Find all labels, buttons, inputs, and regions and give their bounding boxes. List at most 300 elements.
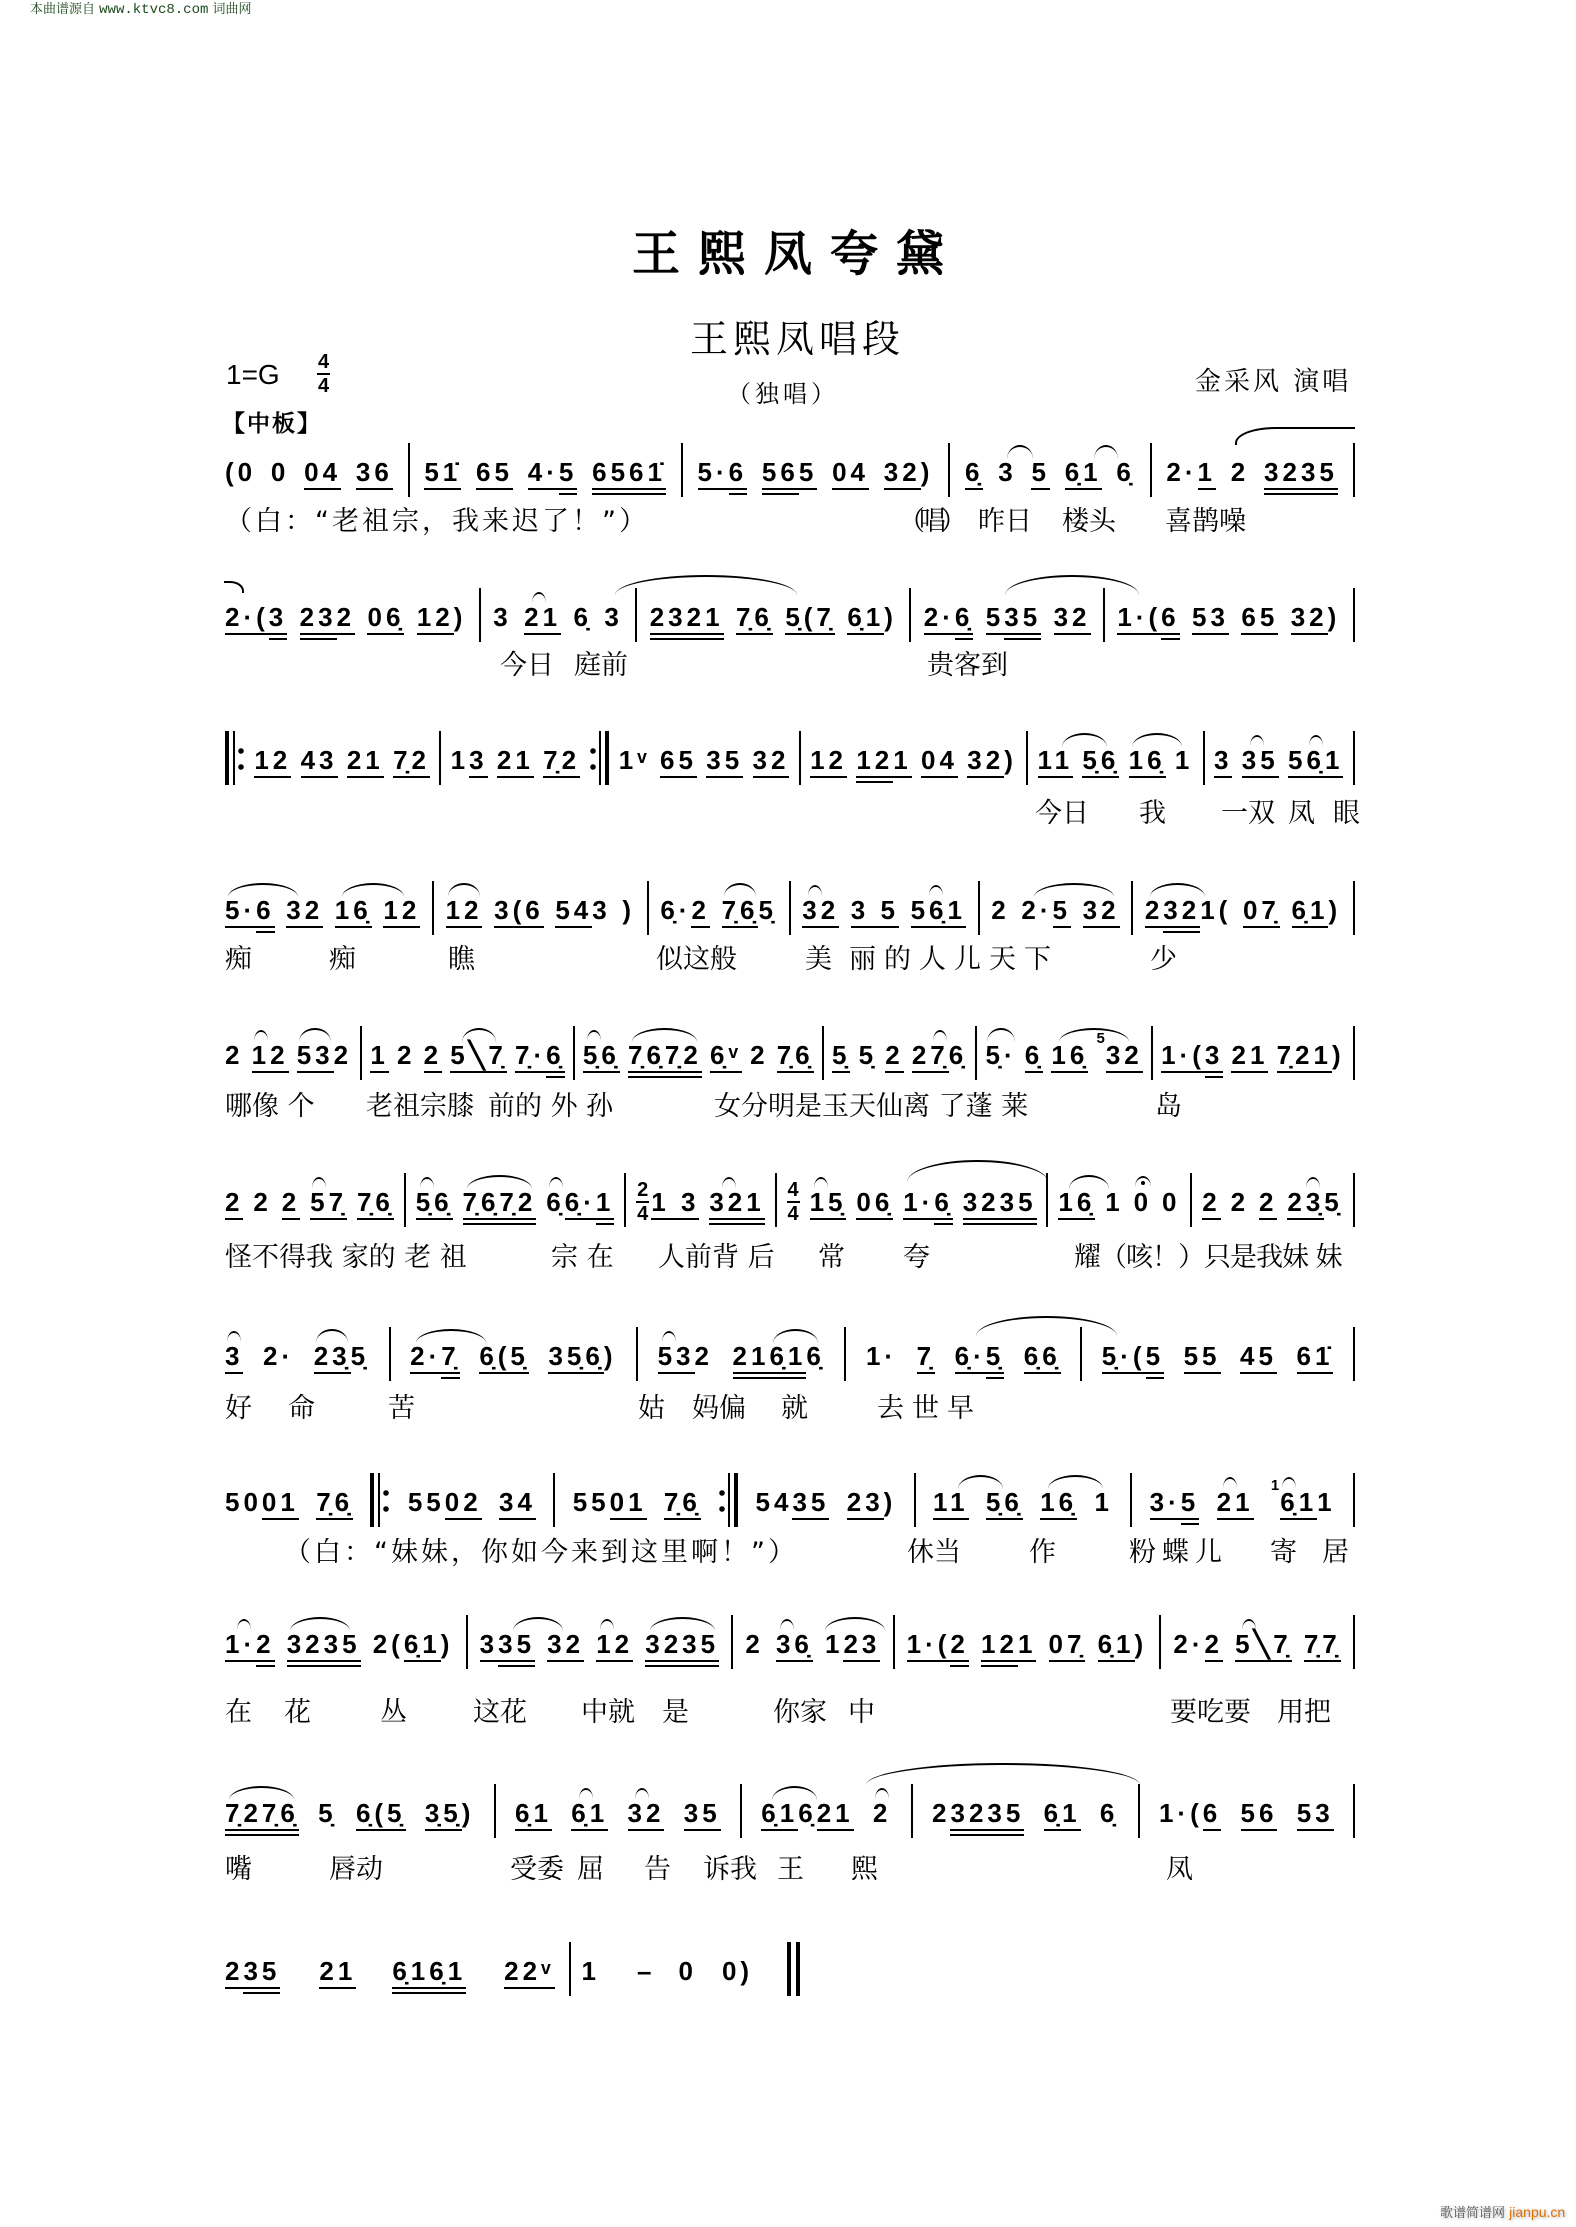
note: 1·(	[1117, 601, 1161, 641]
note: 5·	[225, 894, 256, 934]
note: 36̣	[776, 1628, 813, 1668]
barline	[1353, 588, 1355, 642]
note: 6	[729, 456, 747, 496]
note: 04	[304, 456, 341, 496]
note: 1	[450, 745, 470, 775]
note: 02	[445, 1486, 482, 1526]
note: 1	[1317, 1487, 1336, 1517]
note: 6̣	[546, 1186, 564, 1226]
score-row	[225, 744, 1355, 784]
note: 53	[1297, 1797, 1334, 1837]
note: 6̣(5̣	[356, 1797, 406, 1837]
note: 2	[750, 1040, 769, 1070]
note: 43	[301, 744, 338, 784]
note: 12	[417, 601, 454, 641]
note: )	[1134, 1629, 1148, 1659]
barline	[681, 443, 683, 497]
barline	[408, 443, 410, 497]
barline	[553, 1473, 555, 1527]
lyric: 花	[284, 1697, 311, 1728]
performer-role: 演唱	[1293, 367, 1352, 397]
lyric: 就	[781, 1393, 808, 1424]
barline	[914, 1473, 916, 1527]
slur	[1005, 575, 1139, 595]
barline	[911, 1784, 913, 1838]
note: 2	[1145, 894, 1163, 934]
note: 2	[253, 1187, 272, 1217]
note: 21	[1217, 1486, 1254, 1526]
note: 45	[1240, 1340, 1277, 1380]
note: 5	[799, 456, 817, 496]
note: 53	[297, 1039, 334, 1079]
note: 1	[581, 1956, 601, 1986]
repeat-start-barline	[370, 1473, 390, 1527]
note: 6̣	[546, 1039, 564, 1079]
note: 35	[706, 744, 743, 784]
score-row	[225, 601, 1355, 641]
note: 56̣1	[911, 894, 966, 934]
note: 5╲7̣	[450, 1039, 507, 1079]
time-signature-change	[636, 1180, 649, 1224]
note: 1·(	[907, 1628, 951, 1668]
barline	[404, 1173, 406, 1227]
note: 5̣·	[986, 1039, 1017, 1079]
note: 65	[476, 456, 513, 496]
lyric: 好	[225, 1393, 252, 1424]
note: 2	[885, 1039, 903, 1079]
tempo-marking: 【中板】	[222, 411, 322, 437]
lyric: 诉我	[703, 1854, 757, 1885]
lyric: 今日	[500, 650, 554, 681]
note: )	[1331, 1040, 1345, 1070]
note: 55	[407, 1487, 445, 1517]
note: (0	[225, 457, 257, 487]
note: 0)	[721, 1956, 754, 1986]
site-url: jianpu.cn	[1509, 2204, 1566, 2220]
barline	[1026, 731, 1028, 785]
note: 1	[1018, 1628, 1036, 1668]
note: 65	[660, 744, 697, 784]
spoken-line: （白：“妹妹，你如今来到这里啊！”）	[284, 1537, 798, 1568]
lyric: 贵客到	[927, 650, 1008, 681]
note: 32	[1106, 1039, 1143, 1079]
barline	[439, 731, 441, 785]
note: 3	[998, 456, 1016, 496]
note: 7̣6̣	[357, 1186, 394, 1226]
note: 2(	[372, 1629, 404, 1659]
note: 5̣	[986, 1340, 1004, 1380]
note: 32	[1083, 894, 1120, 934]
barline	[731, 1615, 733, 1669]
barline	[1353, 1026, 1355, 1080]
lyric: 痴	[225, 944, 252, 975]
note: 32	[547, 1628, 584, 1668]
note: 6̣1	[847, 601, 884, 641]
note: 23	[843, 1628, 880, 1668]
note: 3 5	[851, 894, 899, 934]
note: 6̣1	[1098, 1628, 1135, 1668]
note: 5̣	[758, 895, 777, 925]
score-row	[225, 1030, 1355, 1079]
note: 16̣	[1040, 1486, 1077, 1526]
note: 2	[225, 1186, 243, 1226]
lyric: 嘴	[225, 1854, 252, 1885]
lyric: 要吃要	[1170, 1697, 1251, 1728]
note: 35	[684, 1797, 721, 1837]
barline	[1353, 1473, 1355, 1527]
note: 21	[1231, 1039, 1268, 1079]
note: 35	[498, 1628, 535, 1668]
lyric: 楼头	[1062, 506, 1116, 537]
note: 5╲7̣	[1235, 1628, 1292, 1668]
note: 2	[1230, 1187, 1250, 1217]
barline	[1159, 1615, 1161, 1669]
barline	[569, 1942, 571, 1996]
lyric: 去世早	[877, 1393, 982, 1424]
note: 3235	[950, 1797, 1024, 1837]
time-signature-bottom: 4	[787, 1203, 799, 1225]
watermark-suffix: 词曲网	[212, 2, 252, 17]
note: 7̣7̣	[1304, 1628, 1341, 1668]
note: 2·(	[225, 601, 269, 641]
time-signature-top: 2	[637, 1179, 649, 1201]
note: 54	[555, 894, 592, 934]
note: 6̣	[1025, 1039, 1043, 1079]
note: 1·	[903, 1186, 934, 1226]
note: 1	[1105, 1187, 1124, 1217]
note: 7̣2	[543, 744, 580, 784]
note: 3	[469, 744, 487, 784]
barline	[822, 1026, 824, 1080]
note: 2·	[1173, 1629, 1205, 1659]
note: 6̣1	[515, 1797, 552, 1837]
slur	[907, 1160, 1048, 1182]
lyric: 这花	[473, 1697, 527, 1728]
note: 32	[1163, 894, 1200, 934]
barline	[635, 588, 637, 642]
note: 6̣1	[1292, 894, 1329, 934]
note: 5̣6̣	[986, 1486, 1023, 1526]
lyric: 在	[225, 1697, 252, 1728]
note: 2	[282, 1186, 300, 1226]
note: 16̣	[1051, 1039, 1088, 1079]
watermark-label: 本曲谱源自	[30, 2, 96, 17]
note: 6̣·	[565, 1186, 596, 1226]
lyric: 丛	[380, 1697, 407, 1728]
lyric: 你家	[773, 1697, 827, 1728]
note: 7̣6̣	[664, 1486, 701, 1526]
lyric: 喜鹊噪	[1165, 506, 1246, 537]
slur	[224, 581, 244, 593]
lyric: 王	[777, 1854, 804, 1885]
note: 2	[1202, 1186, 1220, 1226]
note: 5̣	[350, 1341, 370, 1371]
note: 32	[286, 894, 323, 934]
note: 1	[1198, 456, 1216, 496]
note: 35̣6̣	[548, 1340, 603, 1380]
note: 6̣1	[1280, 1486, 1317, 1526]
sustain-dash: –	[637, 1956, 656, 1986]
note: 12	[810, 744, 847, 784]
barline	[975, 1026, 977, 1080]
note: 32	[628, 1797, 665, 1837]
note: 3235	[287, 1628, 361, 1668]
note: 06̣	[367, 601, 404, 641]
note: 12	[252, 1039, 289, 1079]
lyric: 熙	[851, 1854, 878, 1885]
note: 32	[884, 456, 921, 496]
note: 2	[1259, 1186, 1277, 1226]
note: )	[920, 457, 934, 487]
lyric: 今日	[1035, 798, 1089, 829]
lyric: 少	[1150, 944, 1177, 975]
barline	[1353, 731, 1355, 785]
barline	[1353, 1615, 1355, 1669]
note: 6̣6̣	[1024, 1340, 1061, 1380]
note: 1·(	[1161, 1039, 1205, 1079]
lyric: （唱）	[898, 506, 961, 537]
repeat-end-barline	[718, 1473, 738, 1527]
note: 6561̇	[592, 456, 666, 496]
note: 55	[572, 1487, 610, 1517]
slur	[866, 1763, 1140, 1785]
note: 2	[225, 1955, 243, 1995]
time-signature-change	[787, 1180, 800, 1224]
spoken-line: （白：“老祖宗，我来迟了！”）	[225, 506, 649, 537]
note: 1·(	[1158, 1798, 1203, 1828]
note: 35	[792, 1486, 829, 1526]
note: 6̣16̣1	[392, 1955, 466, 1995]
note: 5̣	[318, 1798, 337, 1828]
note: 11	[1038, 744, 1074, 784]
slur	[1235, 427, 1355, 445]
note: 1 3	[651, 1186, 699, 1226]
note: 54	[755, 1487, 793, 1517]
lyric: 苦	[388, 1393, 415, 1424]
note: 1	[893, 744, 911, 784]
note: 6̣1	[571, 1797, 608, 1837]
note: 2	[873, 1797, 891, 1837]
note: 21	[347, 744, 384, 784]
score-row	[225, 1179, 1355, 1226]
lyric: 怪不得我 家的 老 祖	[225, 1242, 467, 1273]
note: 3	[480, 1628, 498, 1668]
barline	[573, 1026, 575, 1080]
note: 2·	[1021, 894, 1052, 934]
note: 6̣1	[1044, 1797, 1081, 1837]
lyric: 凤	[1288, 798, 1315, 829]
note: 7̣6̣	[316, 1486, 353, 1526]
note: 1	[1094, 1487, 1113, 1517]
note: 3235	[1264, 456, 1338, 496]
barline	[799, 731, 801, 785]
note: 6̣	[573, 602, 592, 632]
lyric: 美	[805, 944, 832, 975]
lyric: 常	[818, 1242, 845, 1273]
lyric: 瞧	[448, 944, 475, 975]
score-row	[225, 456, 1355, 496]
barline	[479, 588, 481, 642]
note-with-fermata: 0	[1134, 1186, 1152, 1226]
note: 2	[932, 1798, 951, 1828]
note: 7̣6̣7̣2	[463, 1186, 537, 1226]
barline	[1353, 1327, 1355, 1381]
note: 6̣·	[955, 1340, 986, 1380]
note: 32	[753, 744, 790, 784]
note: 7̣6̣	[777, 1039, 814, 1079]
barline	[1190, 1173, 1192, 1227]
note: 2	[256, 1628, 274, 1668]
lyric: 眼	[1333, 798, 1360, 829]
barline	[789, 881, 791, 935]
note: 1ᵛ	[618, 745, 651, 775]
barline	[1130, 1473, 1132, 1527]
note: )	[603, 1341, 617, 1371]
note: 32	[967, 744, 1004, 784]
note: 5̣	[858, 1040, 878, 1070]
note: 51̇	[424, 456, 461, 496]
note: 0	[270, 457, 290, 487]
note: 23̣	[1287, 1186, 1324, 1226]
note: 22ᵛ	[504, 1955, 554, 1995]
note: 2	[337, 601, 355, 641]
lyric: 宗 在	[551, 1242, 614, 1273]
note: 16̣	[1058, 1186, 1095, 1226]
barline	[1353, 1784, 1355, 1838]
lyric: 我	[1139, 798, 1166, 829]
score-row	[225, 1340, 1355, 1380]
note: 6̣·	[660, 895, 692, 925]
note: 53	[658, 1340, 695, 1380]
note: 12	[856, 744, 893, 784]
note: )	[622, 895, 636, 925]
barline	[1353, 1173, 1355, 1227]
lyric: 妈偏	[692, 1393, 746, 1424]
note: 2	[1205, 1628, 1223, 1668]
note: 5̣·(	[1102, 1340, 1146, 1380]
note: 5	[1031, 456, 1049, 496]
time-signature-top: 4	[318, 351, 330, 373]
performer-name: 金采风	[1195, 367, 1283, 397]
note: 1	[825, 1628, 843, 1668]
score-row	[225, 1955, 800, 1995]
note: 23	[300, 601, 337, 641]
lyric: 用把	[1277, 1697, 1331, 1728]
note: 55	[1184, 1340, 1221, 1380]
barline	[1080, 1327, 1082, 1381]
barline	[432, 881, 434, 935]
lyric: 休当	[907, 1537, 961, 1568]
note: )	[440, 1629, 454, 1659]
barline	[978, 881, 980, 935]
note: 06̣	[856, 1186, 893, 1226]
note: 7̣	[441, 1340, 459, 1380]
note: 5̣6̣	[1082, 744, 1119, 784]
note: 2·	[263, 1341, 295, 1371]
barline	[1138, 1784, 1140, 1838]
lyric: 中	[848, 1697, 875, 1728]
note: 35	[1004, 601, 1041, 641]
note: 2·	[924, 601, 955, 641]
song-title: 王熙凤夸黛	[632, 226, 963, 282]
note: )	[1328, 895, 1342, 925]
note: 5	[1181, 1486, 1199, 1526]
note: 27̣	[912, 1039, 949, 1079]
note: 5·	[698, 456, 729, 496]
lyric: 似这般	[656, 944, 737, 975]
note: 5	[1146, 1340, 1164, 1380]
time-signature-bottom: 4	[637, 1203, 649, 1225]
lyric: 庭前	[574, 650, 628, 681]
note: 15̣	[810, 1186, 847, 1226]
lyric: 居	[1322, 1537, 1349, 1568]
note: 12	[383, 894, 420, 934]
note: 3	[225, 1340, 243, 1380]
note: 0	[678, 1956, 697, 1986]
performer-credit	[1195, 366, 1351, 398]
barline	[389, 1327, 391, 1381]
note: 21	[319, 1955, 356, 1995]
note: 61̇	[1297, 1340, 1334, 1380]
barline	[948, 443, 950, 497]
note: 6	[1203, 1797, 1221, 1837]
note: 5̣6̣	[416, 1186, 453, 1226]
note: 2	[333, 1040, 353, 1070]
note: 35	[1242, 744, 1279, 784]
time-signature-bottom: 4	[318, 375, 330, 397]
note: 16̣	[335, 894, 372, 934]
lyric: 丽的人儿天下	[849, 944, 1059, 975]
note: 6̣1	[404, 1628, 441, 1668]
score-row	[225, 1628, 1355, 1668]
note: 6̣1	[1065, 456, 1102, 496]
lyric: 一双	[1221, 798, 1275, 829]
barline	[740, 1784, 742, 1838]
lyric: 哪像 个	[225, 1091, 315, 1122]
lyric: 女分明是玉天仙离 了蓬 莱	[714, 1091, 1029, 1122]
barline	[844, 1327, 846, 1381]
note: 50	[225, 1487, 262, 1517]
note: 56	[1241, 1797, 1278, 1837]
note: 21	[524, 601, 561, 641]
note: 7̣	[917, 1340, 935, 1380]
note: )	[1327, 602, 1341, 632]
note: 6̣	[965, 456, 983, 496]
note: 16̣	[1129, 744, 1166, 784]
repeat-end-barline	[589, 731, 609, 785]
note: 0	[1161, 1187, 1181, 1217]
note: 6̣	[934, 1186, 952, 1226]
note: )	[1004, 745, 1017, 775]
lyric: 夸	[903, 1242, 930, 1273]
note: 5̣6̣	[583, 1039, 620, 1079]
note: 07̣	[1243, 894, 1280, 934]
note: 2	[691, 894, 709, 934]
note: 12	[596, 1628, 633, 1668]
lyric: 受委	[510, 1854, 564, 1885]
note: 6	[256, 894, 274, 934]
note: 65	[1241, 601, 1278, 641]
lyric: 痴	[329, 944, 356, 975]
note: 04	[921, 744, 958, 784]
lyric: 告	[644, 1854, 671, 1885]
lyric: 中就	[581, 1697, 635, 1728]
note: 23̣	[314, 1340, 351, 1380]
note: 2	[225, 1040, 244, 1070]
note: 01	[262, 1486, 299, 1526]
note: )	[883, 1487, 897, 1517]
note: 6̣1	[761, 1797, 798, 1837]
